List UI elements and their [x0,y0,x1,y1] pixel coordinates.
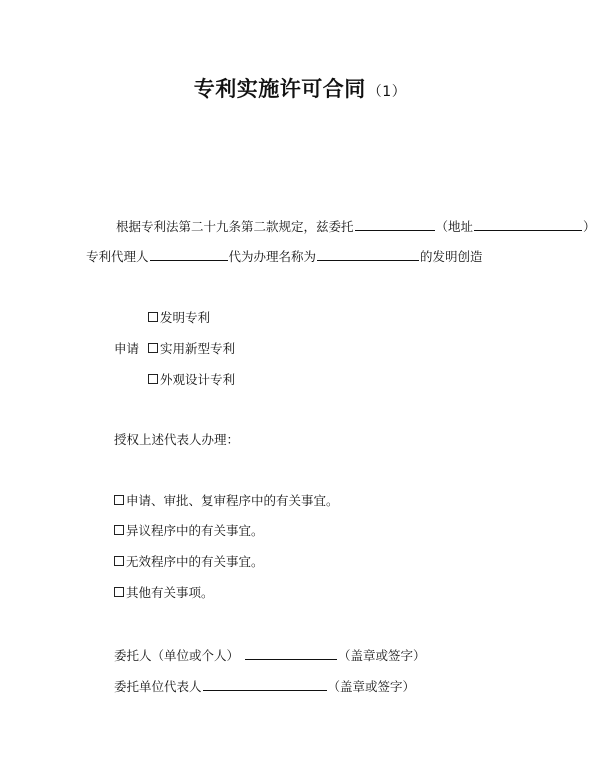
matter-label-4: 其他有关事项。 [126,585,214,600]
principal-signature-blank[interactable] [245,647,337,660]
option-label-utility-model: 实用新型专利 [160,341,236,356]
entrusted-party-blank[interactable] [355,218,435,231]
matter-item-2[interactable] [114,523,264,539]
checkbox-matter-4[interactable] [114,587,124,597]
matter-item-1[interactable] [114,493,339,509]
intro-line-1 [116,218,596,235]
matter-item-3[interactable] [114,554,264,570]
intro-text-address: （地址 [435,219,474,234]
application-option-1[interactable] [148,310,210,326]
application-label: 申请 [114,341,140,356]
application-option-3[interactable] [148,372,235,388]
page-title [0,73,600,103]
invention-name-blank[interactable] [317,248,419,261]
intro-text-entrust: 根据专利法第二十九条第二款规定，兹委托 [116,219,354,234]
authorization-text: 授权上述代表人办理： [114,432,240,447]
application-option-2[interactable] [148,341,235,357]
principal-note: （盖章或签字） [338,648,426,663]
matter-label-3: 无效程序中的有关事宜。 [126,554,264,569]
intro-line-2 [86,248,483,265]
representative-signature-line [114,678,415,695]
checkbox-invention[interactable] [148,312,158,322]
matter-item-4[interactable] [114,585,214,601]
address-blank[interactable] [474,218,582,231]
representative-label: 委托单位代表人 [114,679,202,694]
intro-text-invention: 的发明创造 [420,249,483,264]
checkbox-matter-2[interactable] [114,525,124,535]
principal-label: 委托人（单位或个人） [114,648,240,663]
intro-text-agent: 专利代理人 [86,249,149,264]
option-label-invention: 发明专利 [160,310,211,325]
title-number: （1） [367,84,407,100]
matter-label-2: 异议程序中的有关事宜。 [126,523,264,538]
intro-text-name: 代为办理名称为 [228,249,317,264]
checkbox-design[interactable] [148,374,158,384]
matter-label-1: 申请、审批、复审程序中的有关事宜。 [126,493,339,508]
principal-signature-line [114,647,426,664]
intro-text-close: ） [583,219,596,234]
option-label-design: 外观设计专利 [160,372,236,387]
checkbox-matter-3[interactable] [114,556,124,566]
checkbox-utility-model[interactable] [148,343,158,353]
representative-signature-blank[interactable] [203,678,327,691]
representative-note: （盖章或签字） [327,679,416,694]
checkbox-matter-1[interactable] [114,495,124,505]
agent-blank[interactable] [150,248,228,261]
title-main: 专利实施许可合同 [193,77,366,101]
